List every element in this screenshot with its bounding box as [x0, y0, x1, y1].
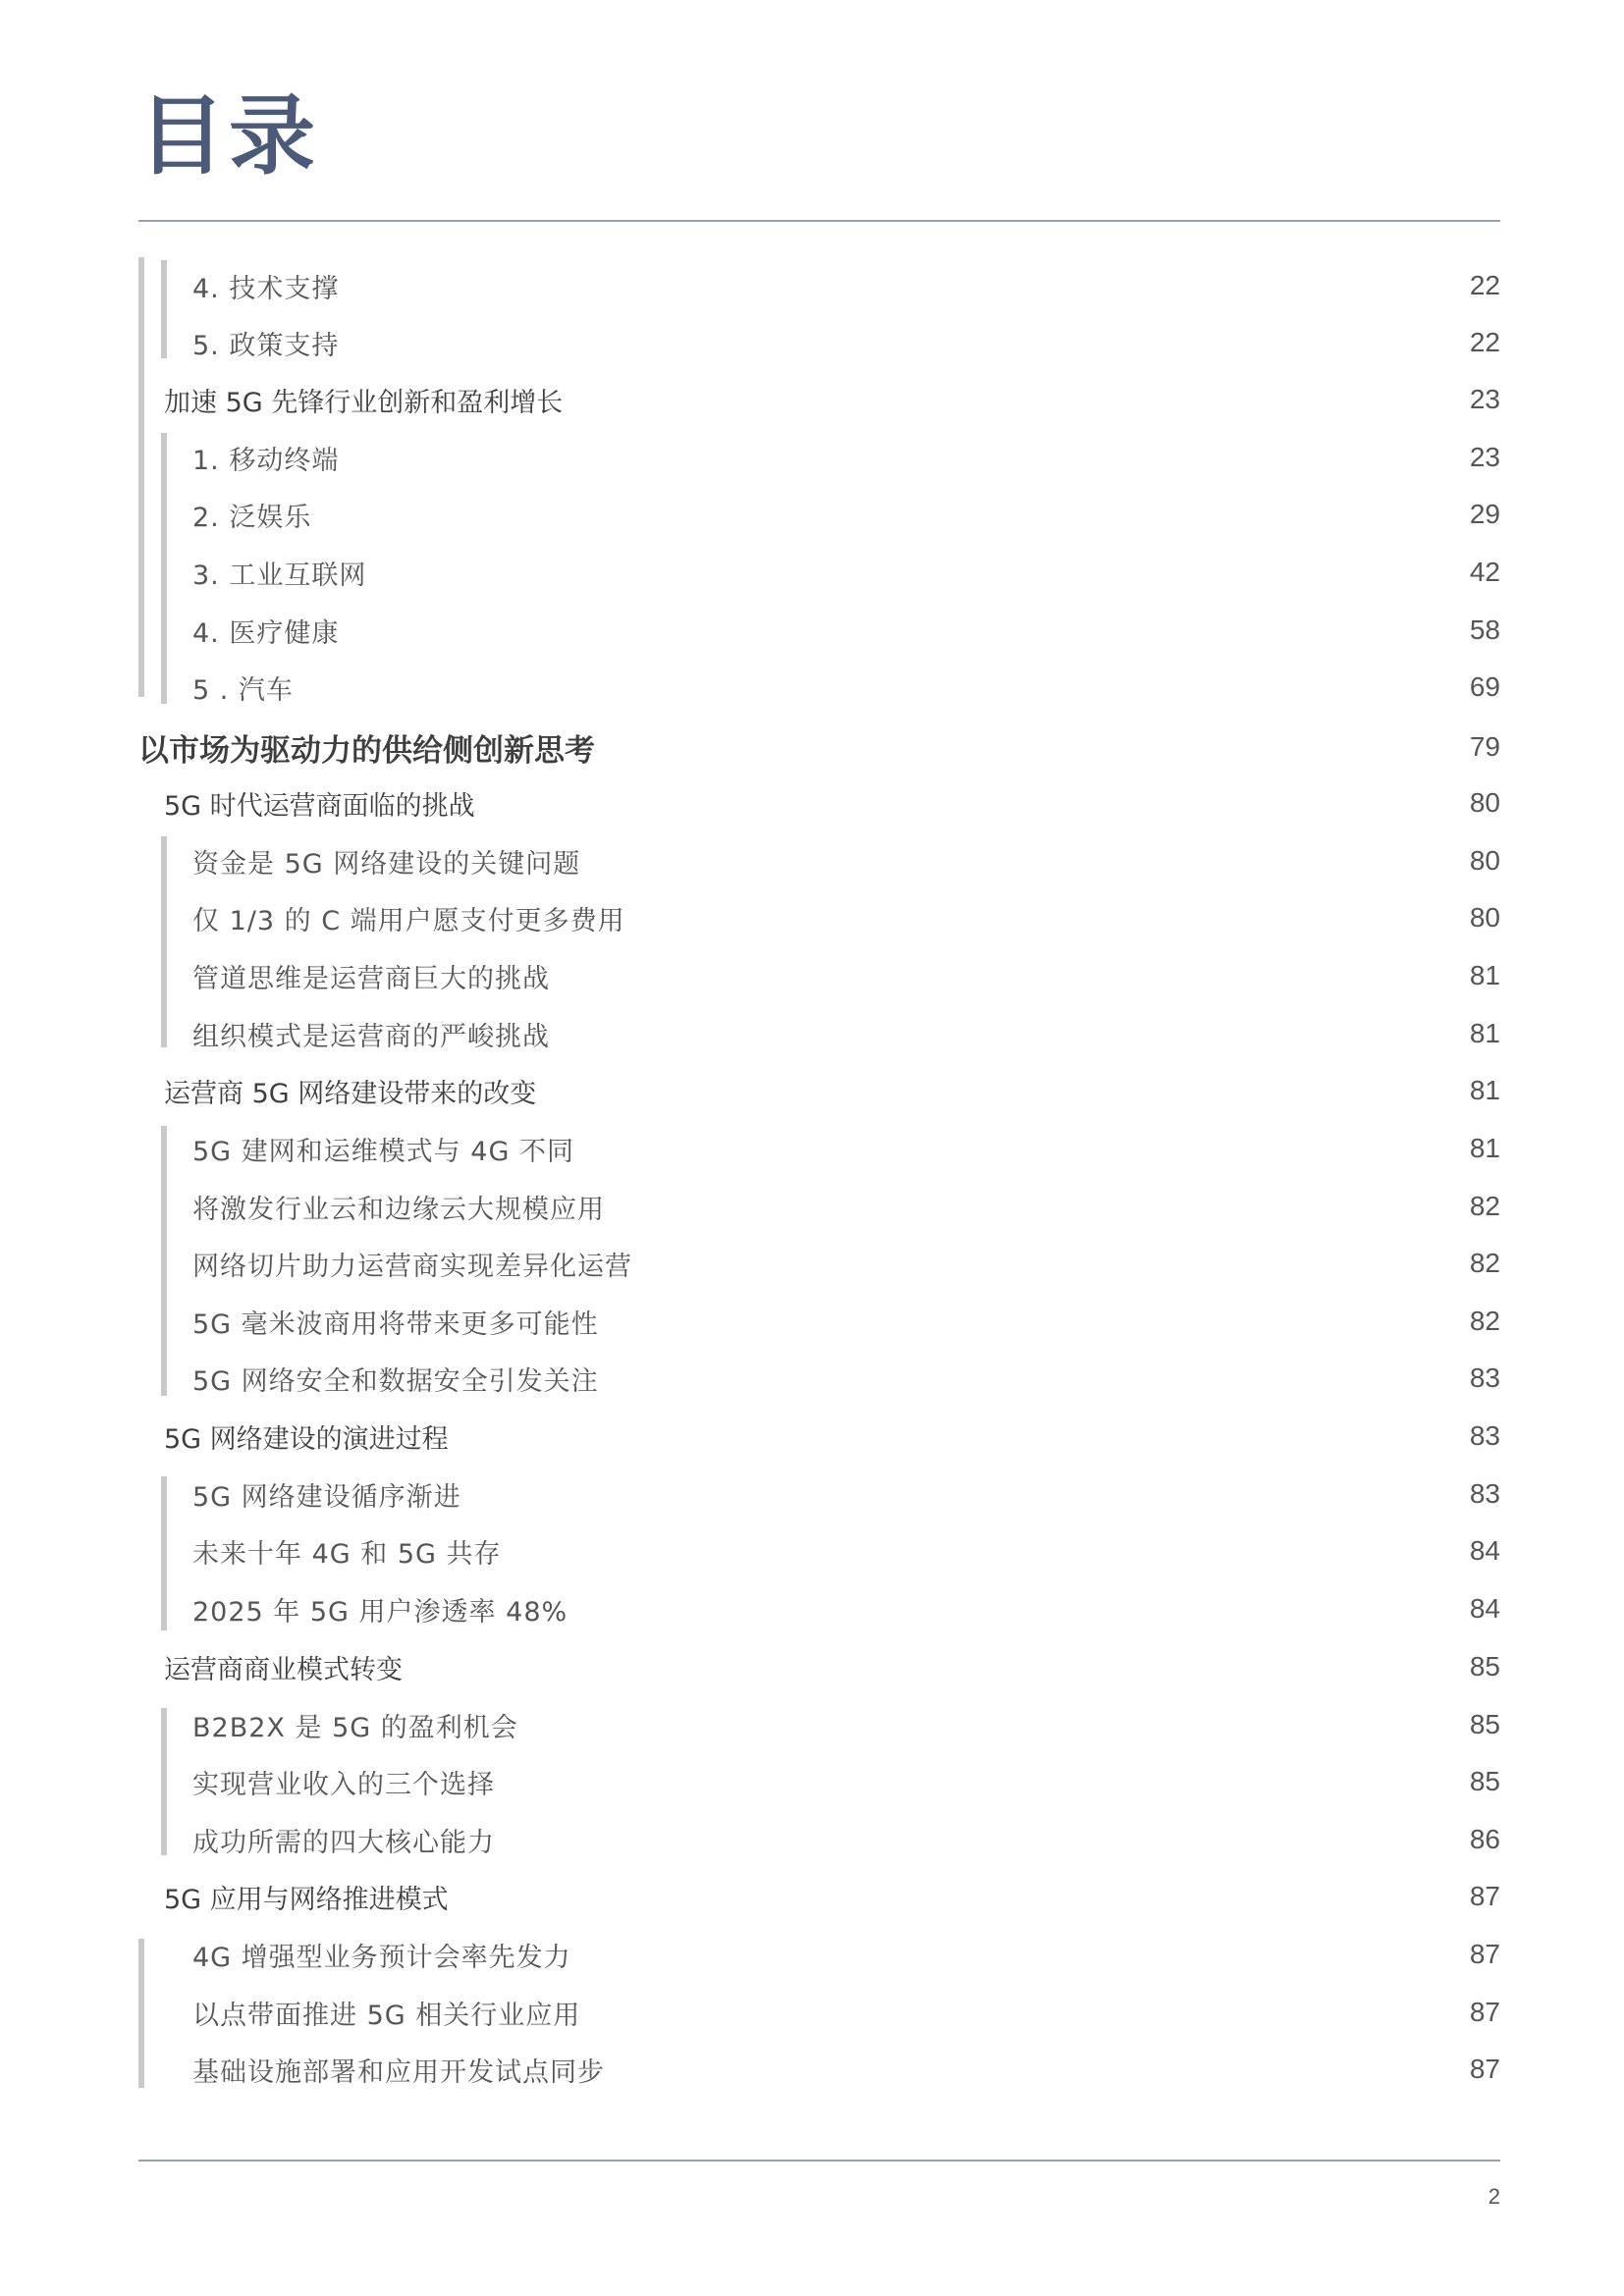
- bottom-divider: [138, 2160, 1500, 2162]
- toc-entry[interactable]: [192, 947, 1500, 1004]
- toc-entry-label: 4. 医疗健康: [192, 617, 340, 649]
- toc-entry[interactable]: [192, 1522, 1500, 1579]
- toc-entry[interactable]: [192, 602, 1500, 659]
- toc-section-entry[interactable]: [164, 1062, 1500, 1119]
- toc-entry-label: 未来十年 4G 和 5G 共存: [192, 1538, 502, 1570]
- toc-entry-label: B2B2X 是 5G 的盈利机会: [192, 1712, 518, 1743]
- toc-entry-page: 86: [1469, 1824, 1500, 1854]
- toc-entry-label: 组织模式是运营商的严峻挑战: [192, 1021, 550, 1052]
- toc-entry[interactable]: [192, 486, 1500, 543]
- toc-group-bar: [161, 433, 167, 704]
- toc-entry-page: 84: [1469, 1593, 1500, 1624]
- toc-entry[interactable]: [192, 1811, 1500, 1868]
- toc-entry[interactable]: [192, 1350, 1500, 1407]
- toc-section-entry[interactable]: [164, 1638, 1500, 1695]
- toc-entry-page: 82: [1469, 1248, 1500, 1278]
- toc-entry[interactable]: [192, 1753, 1500, 1810]
- toc-entry[interactable]: [192, 832, 1500, 889]
- toc-entry-label: 运营商商业模式转变: [164, 1654, 403, 1685]
- toc-entry-label: 4. 技术支撑: [192, 273, 340, 304]
- toc-entry[interactable]: [192, 257, 1500, 314]
- toc-entry-page: 85: [1469, 1651, 1500, 1682]
- toc-entry-label: 5G 应用与网络推进模式: [164, 1884, 449, 1915]
- toc-entry-page: 83: [1469, 1420, 1500, 1451]
- toc-outer-bar: [138, 257, 144, 697]
- toc-entry-page: 23: [1469, 384, 1500, 414]
- toc-entry-label: 2. 泛娱乐: [192, 502, 312, 533]
- toc-entry-label: 基础设施部署和应用开发试点同步: [192, 2056, 605, 2088]
- toc-entry-page: 83: [1469, 1478, 1500, 1509]
- toc-entry[interactable]: [192, 1120, 1500, 1177]
- toc-entry-label: 仅 1/3 的 C 端用户愿支付更多费用: [192, 905, 625, 936]
- toc-entry-page: 87: [1469, 1881, 1500, 1911]
- toc-entry-label: 5G 网络建设的演进过程: [164, 1423, 449, 1455]
- toc-entry-label: 5G 网络建设循序渐进: [192, 1481, 461, 1513]
- toc-entry-label: 资金是 5G 网络建设的关键问题: [192, 848, 581, 880]
- toc-entry[interactable]: [192, 1926, 1500, 1983]
- toc-entry-label: 2025 年 5G 用户渗透率 48%: [192, 1596, 568, 1628]
- toc-entry-page: 58: [1469, 614, 1500, 645]
- toc-section-entry[interactable]: [164, 1868, 1500, 1925]
- toc-entry-page: 87: [1469, 1997, 1500, 2027]
- toc-entry-page: 83: [1469, 1362, 1500, 1393]
- toc-entry-page: 23: [1469, 442, 1500, 472]
- toc-entry[interactable]: [192, 1293, 1500, 1350]
- toc-entry[interactable]: [192, 889, 1500, 946]
- toc-entry-label: 5G 时代运营商面临的挑战: [164, 790, 475, 822]
- top-divider: [138, 220, 1500, 222]
- page-number: 2: [1488, 2184, 1500, 2209]
- toc-entry-page: 81: [1469, 1133, 1500, 1163]
- toc-entry-page: 87: [1469, 2054, 1500, 2084]
- toc-group-bar: [138, 1939, 144, 2088]
- toc-entry-label: 5G 网络安全和数据安全引发关注: [192, 1365, 599, 1397]
- toc-entry-page: 81: [1469, 960, 1500, 990]
- toc-entry-label: 以市场为驱动力的供给侧创新思考: [138, 732, 595, 769]
- toc-entry-page: 82: [1469, 1306, 1500, 1336]
- toc-entry-label: 5G 毫米波商用将带来更多可能性: [192, 1308, 599, 1340]
- toc-entry-page: 69: [1469, 671, 1500, 702]
- toc-section-entry[interactable]: [164, 371, 1500, 428]
- toc-entry-page: 80: [1469, 902, 1500, 933]
- toc-entry[interactable]: [192, 429, 1500, 486]
- toc-entry-page: 85: [1469, 1709, 1500, 1739]
- toc-entry-label: 运营商 5G 网络建设带来的改变: [164, 1078, 537, 1109]
- toc-entry-label: 网络切片助力运营商实现差异化运营: [192, 1251, 632, 1282]
- page-title: 目录: [138, 85, 320, 187]
- toc-entry-label: 5. 政策支持: [192, 330, 340, 361]
- toc-entry-page: 22: [1469, 327, 1500, 357]
- toc-entry[interactable]: [192, 659, 1500, 716]
- toc-entry-page: 79: [1469, 731, 1500, 762]
- toc-entry[interactable]: [192, 1005, 1500, 1062]
- toc-entry[interactable]: [192, 1580, 1500, 1637]
- toc-entry-page: 29: [1469, 499, 1500, 529]
- toc-entry[interactable]: [192, 2041, 1500, 2098]
- toc-group-bar: [161, 1708, 167, 1855]
- toc-section-entry[interactable]: [164, 774, 1500, 831]
- toc-entry-page: 22: [1469, 270, 1500, 300]
- toc-entry-label: 4G 增强型业务预计会率先发力: [192, 1942, 571, 1973]
- toc-entry-page: 84: [1469, 1535, 1500, 1566]
- toc-entry[interactable]: [192, 544, 1500, 601]
- toc-entry-label: 1. 移动终端: [192, 445, 340, 476]
- toc-entry-page: 81: [1469, 1018, 1500, 1048]
- toc-entry-page: 82: [1469, 1191, 1500, 1221]
- toc-section-entry[interactable]: [164, 1408, 1500, 1465]
- toc-entry-page: 80: [1469, 845, 1500, 876]
- toc-entry-label: 成功所需的四大核心能力: [192, 1827, 495, 1858]
- toc-entry-page: 80: [1469, 787, 1500, 818]
- toc-entry[interactable]: [192, 1178, 1500, 1235]
- toc-entry[interactable]: [192, 1235, 1500, 1292]
- toc-group-bar: [161, 260, 167, 358]
- toc-entry-page: 42: [1469, 557, 1500, 587]
- toc-entry-label: 以点带面推进 5G 相关行业应用: [192, 2000, 581, 2031]
- toc-entry-label: 将激发行业云和边缘云大规模应用: [192, 1194, 605, 1225]
- toc-entry-label: 5 . 汽车: [192, 674, 294, 706]
- toc-entry-page: 81: [1469, 1075, 1500, 1105]
- toc-entry[interactable]: [192, 314, 1500, 371]
- toc-entry[interactable]: [192, 1696, 1500, 1753]
- toc-entry-label: 管道思维是运营商巨大的挑战: [192, 963, 550, 994]
- toc-entry-label: 3. 工业互联网: [192, 560, 367, 591]
- toc-chapter-entry[interactable]: [138, 719, 1500, 775]
- toc-entry[interactable]: [192, 1466, 1500, 1522]
- toc-entry-page: 85: [1469, 1766, 1500, 1796]
- toc-entry-page: 87: [1469, 1939, 1500, 1969]
- toc-entry-label: 加速 5G 先锋行业创新和盈利增长: [164, 387, 564, 418]
- toc-entry-label: 实现营业收入的三个选择: [192, 1769, 495, 1800]
- toc-group-bar: [161, 836, 167, 1047]
- toc-entry[interactable]: [192, 1984, 1500, 2041]
- toc-group-bar: [161, 1126, 167, 1396]
- toc-entry-label: 5G 建网和运维模式与 4G 不同: [192, 1136, 574, 1167]
- toc-group-bar: [161, 1476, 167, 1630]
